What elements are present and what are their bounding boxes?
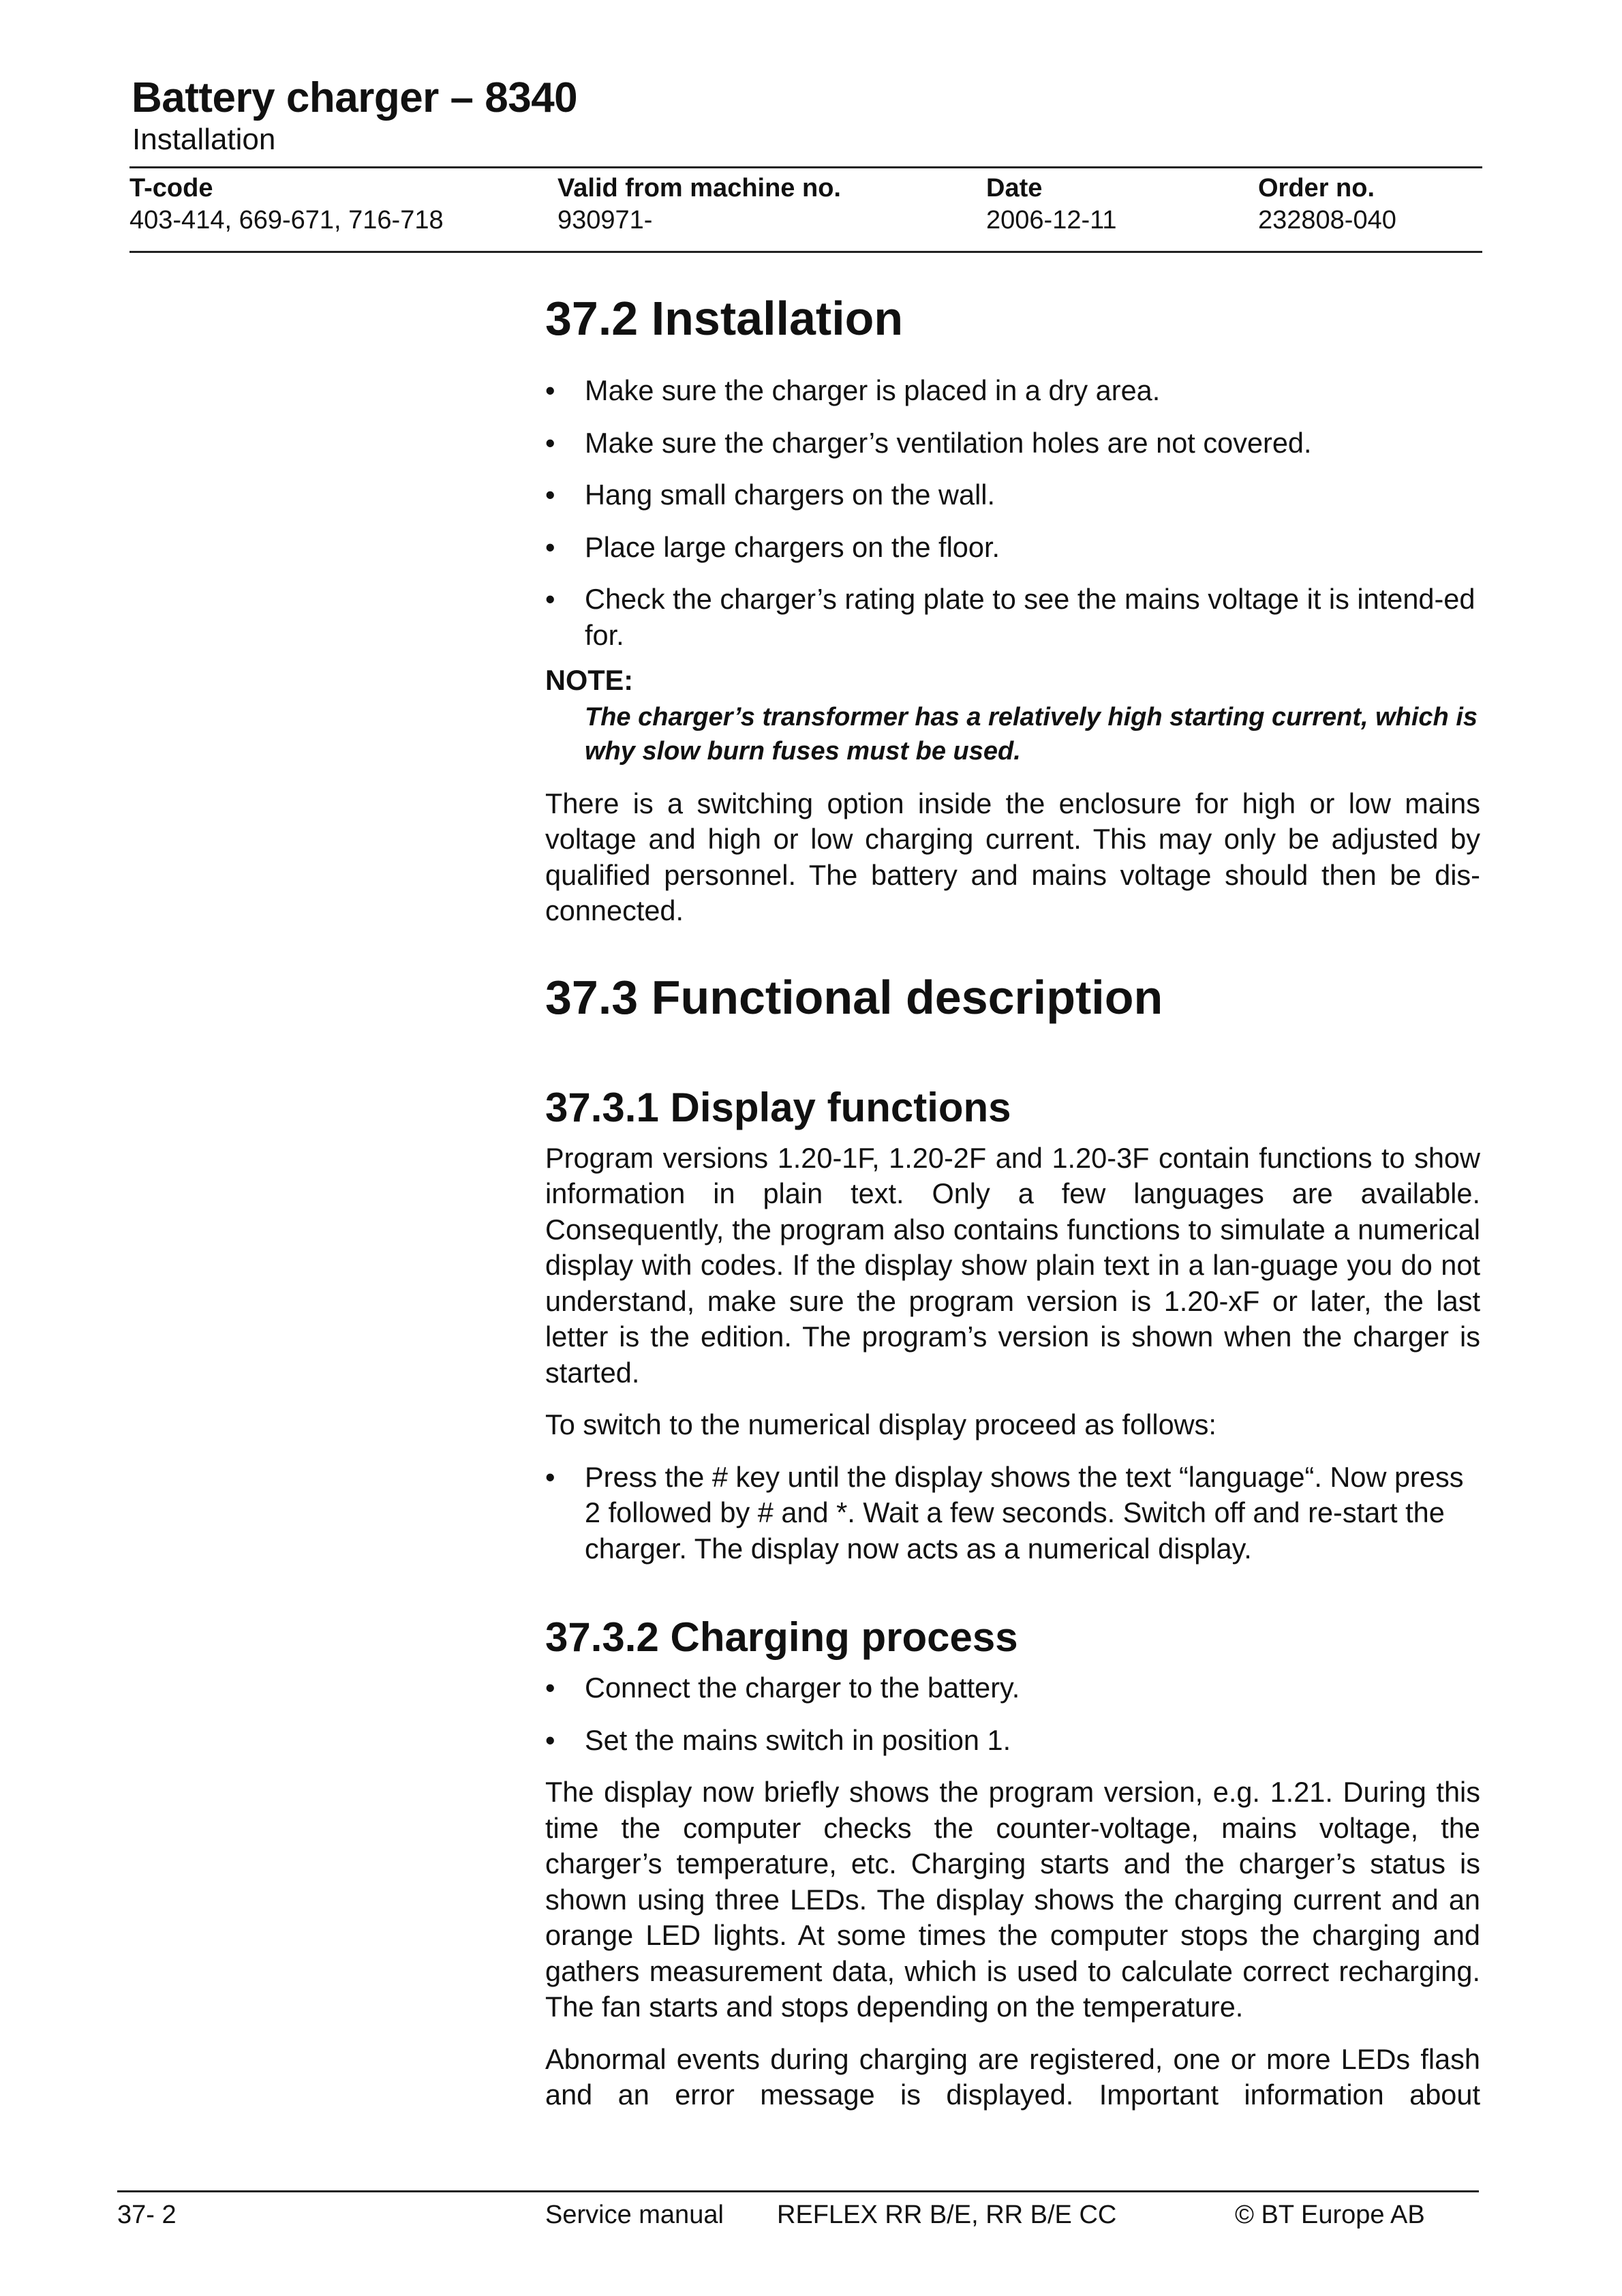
header-bottom-rule [129, 251, 1482, 253]
display-functions-paragraph: Program versions 1.20-1F, 1.20-2F and 1.20-3F contain functions to show information in plain text. Only a few languages are available. Consequently, the program also contains functions to simulate a numerical display with codes. If the display show plain text in a lan-guage you do not understand, make sure the program version is 1.20-xF or later, the last letter is the edition. The program’s version is shown when the charger is started. [545, 1141, 1480, 1389]
footer-doc-type: Service manual [545, 2201, 724, 2229]
meta-value-valid-from: 930971- [557, 206, 653, 235]
header-top-rule [129, 166, 1482, 168]
list-item: • Make sure the charger is placed in a dry area. [545, 373, 1480, 409]
list-item: • Set the mains switch in position 1. [545, 1723, 1480, 1759]
charging-process-bullet-list [545, 1670, 1480, 1758]
document-title: Battery charger – 8340 [132, 74, 578, 121]
meta-label-date: Date [986, 174, 1043, 202]
list-item: • Place large chargers on the floor. [545, 530, 1480, 566]
meta-value-date: 2006-12-11 [986, 206, 1117, 235]
bullet-icon: • [545, 1460, 555, 1493]
subsection-heading-display-functions: 37.3.1 Display functions [545, 1084, 1011, 1130]
meta-value-tcode: 403-414, 669-671, 716-718 [129, 206, 444, 235]
section-heading-functional-description: 37.3 Functional description [545, 970, 1163, 1024]
main-content [545, 290, 1480, 2130]
footer-page-number: 37- 2 [117, 2201, 177, 2229]
bullet-icon: • [545, 1723, 555, 1756]
list-item: • Make sure the charger’s ventilation holes are not covered. [545, 425, 1480, 462]
note-label: NOTE: [545, 664, 634, 696]
bullet-icon: • [545, 479, 555, 511]
section-heading-installation: 37.2 Installation [545, 292, 904, 345]
footer-model: REFLEX RR B/E, RR B/E CC [777, 2201, 1117, 2229]
charging-process-paragraph: The display now briefly shows the program version, e.g. 1.21. During this time the computer checks the counter-voltage, mains voltage, the charger’s temperature, etc. Charging starts and the charger’s status is shown using three LEDs. The display shows the charging current and an orange LED lights. At some times the computer stops the charging and gathers measurement data, which is used to calculate correct recharging. The fan starts and stops depending on the temperature. [545, 1776, 1480, 2023]
charging-process-paragraph: Abnormal events during charging are registered, one or more LEDs flash and an error message is displayed. Important information about [545, 2042, 1480, 2111]
meta-label-order-no: Order no. [1258, 174, 1375, 202]
bullet-icon: • [545, 530, 555, 563]
meta-label-valid-from: Valid from machine no. [557, 174, 841, 202]
bullet-icon: • [545, 374, 555, 406]
subsection-heading-charging-process: 37.3.2 Charging process [545, 1614, 1018, 1660]
installation-paragraph: There is a switching option inside the enclosure for high or low mains voltage and high or low charging current. This may only be adjusted by qualified personnel. The battery and mains voltage should then be dis-connected. [545, 787, 1480, 926]
bullet-icon: • [545, 1672, 555, 1704]
display-functions-intro: To switch to the numerical display proceed as follows: [545, 1408, 1216, 1440]
display-functions-bullet-list [545, 1460, 1480, 1567]
meta-value-order-no: 232808-040 [1258, 206, 1396, 235]
list-item: • Hang small chargers on the wall. [545, 477, 1480, 513]
note-text: The charger’s transformer has a relatively high starting current, which is why slow burn fuses must be used. [585, 702, 1478, 766]
list-item: • Press the # key until the display shows the text “language“. Now press 2 followed by # and *. Wait a few seconds. Switch off and re-start the charger. The display now acts as a numerical display. [545, 1460, 1464, 1565]
meta-label-tcode: T-code [129, 174, 213, 202]
bullet-icon: • [545, 583, 555, 615]
installation-bullet-list [545, 373, 1480, 653]
footer-copyright: © BT Europe AB [1235, 2201, 1425, 2229]
bullet-icon: • [545, 426, 555, 459]
footer-rule [117, 2190, 1479, 2192]
list-item: • Connect the charger to the battery. [545, 1670, 1480, 1706]
list-item: • Check the charger’s rating plate to see the mains voltage it is intend-ed for. [545, 583, 1475, 651]
document-subtitle: Installation [132, 123, 276, 156]
